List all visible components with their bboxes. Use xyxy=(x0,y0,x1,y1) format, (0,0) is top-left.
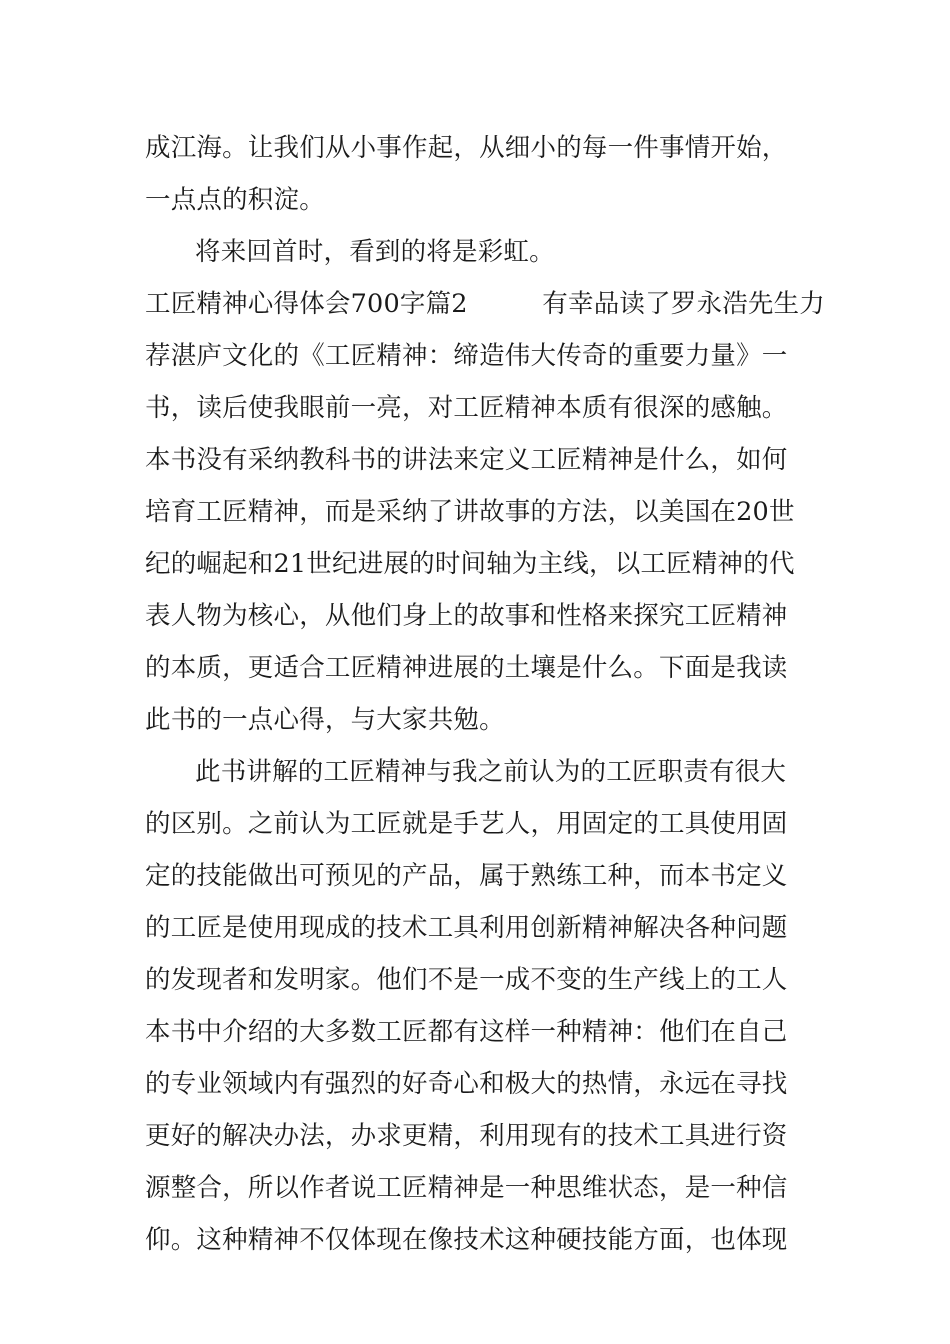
text-line: 一点点的积淀。 xyxy=(145,185,325,215)
text-line: 表人物为核心，从他们身上的故事和性格来探究工匠精神 xyxy=(145,601,788,631)
text-line: 纪的崛起和21世纪进展的时间轴为主线，以工匠精神的代 xyxy=(145,549,795,579)
section-heading: 工匠精神心得体会700字篇2 xyxy=(145,289,468,319)
text-line: 定的技能做出可预见的产品，属于熟练工种，而本书定义 xyxy=(145,861,788,891)
text-line: 荐湛庐文化的《工匠精神：缔造伟大传奇的重要力量》一 xyxy=(145,341,788,371)
text-line: 此书讲解的工匠精神与我之前认为的工匠职责有很大 xyxy=(195,757,787,787)
text-line: 书，读后使我眼前一亮，对工匠精神本质有很深的感触。 xyxy=(145,393,788,423)
text-span: 有幸品读了罗永浩先生力 xyxy=(542,289,825,319)
text-line: 培育工匠精神，而是采纳了讲故事的方法，以美国在20世 xyxy=(145,497,795,527)
text-line: 的发现者和发明家。他们不是一成不变的生产线上的工人 xyxy=(145,965,788,995)
text-line: 本书没有采纳教科书的讲法来定义工匠精神是什么，如何 xyxy=(145,445,788,475)
text-line: 的本质，更适合工匠精神进展的土壤是什么。下面是我读 xyxy=(145,653,788,683)
text-line: 的专业领域内有强烈的好奇心和极大的热情，永远在寻找 xyxy=(145,1069,788,1099)
text-line: 源整合，所以作者说工匠精神是一种思维状态，是一种信 xyxy=(145,1173,788,1203)
text-line: 的区别。之前认为工匠就是手艺人，用固定的工具使用固 xyxy=(145,809,788,839)
text-line: 成江海。让我们从小事作起，从细小的每一件事情开始， xyxy=(145,133,788,163)
text-line: 本书中介绍的大多数工匠都有这样一种精神：他们在自己 xyxy=(145,1017,788,1047)
text-line: 将来回首时，看到的将是彩虹。 xyxy=(195,237,555,267)
text-line: 的工匠是使用现成的技术工具利用创新精神解决各种问题 xyxy=(145,913,788,943)
text-line: 此书的一点心得，与大家共勉。 xyxy=(145,705,505,735)
text-line: 仰。这种精神不仅体现在像技术这种硬技能方面，也体现 xyxy=(145,1225,788,1255)
text-line: 更好的解决办法，办求更精，利用现有的技术工具进行资 xyxy=(145,1121,788,1151)
section-heading-line xyxy=(145,284,825,324)
